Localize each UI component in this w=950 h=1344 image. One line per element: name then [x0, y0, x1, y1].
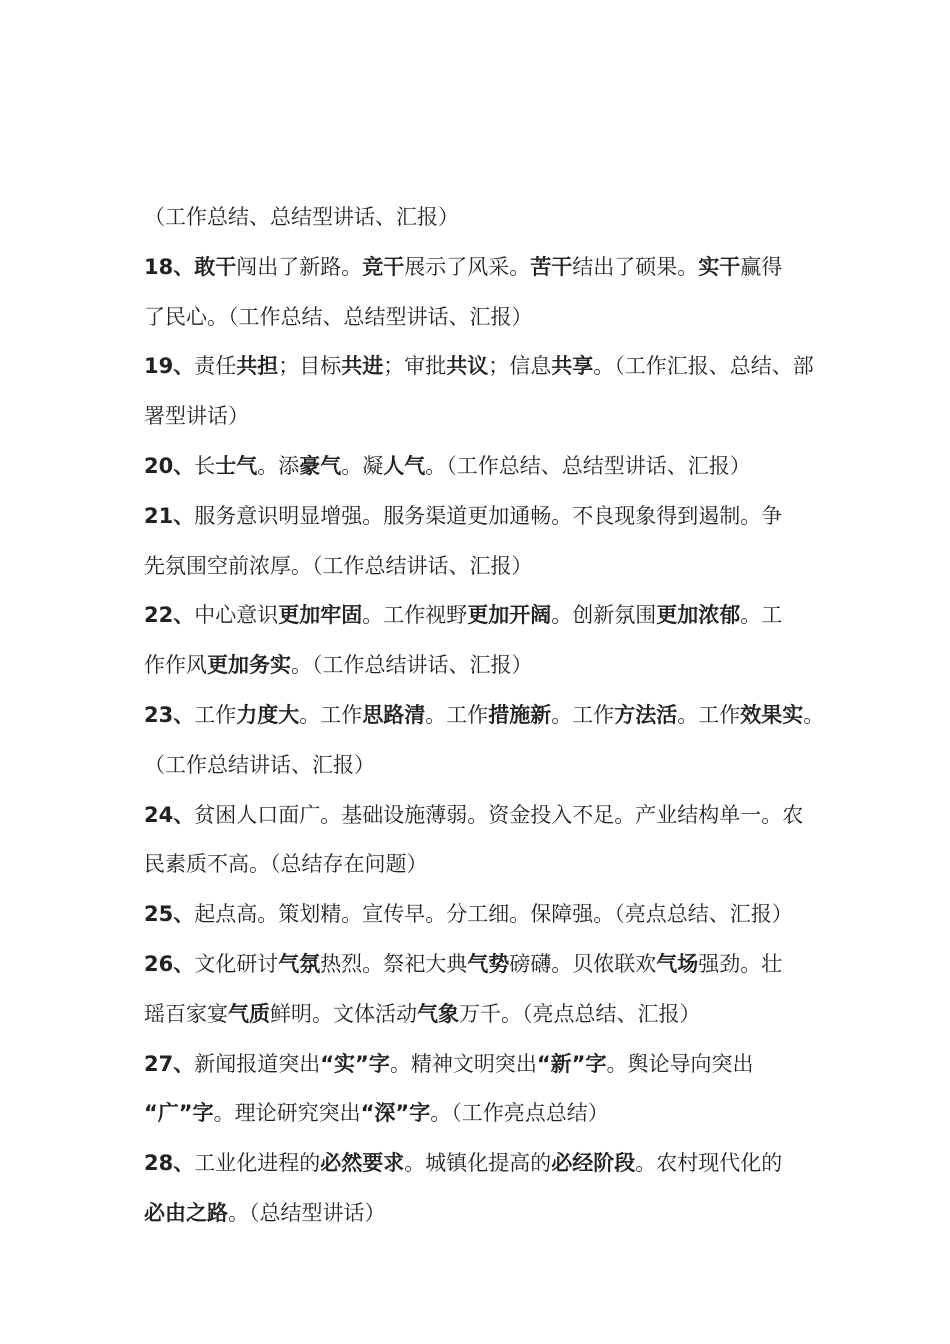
text-line — [144, 243, 816, 293]
text-segment: 。城镇化提高的 — [404, 1151, 552, 1176]
text-segment: 。舆论导向突出 — [606, 1051, 754, 1076]
bold-text-segment: 更加浓郁 — [656, 603, 741, 628]
text-segment: 结出了硕果。 — [572, 254, 699, 279]
bold-text-segment: 28、 — [144, 1151, 195, 1176]
text-segment: 。理论研究突出 — [213, 1101, 361, 1126]
text-line — [144, 1089, 816, 1139]
bold-text-segment: 25、 — [144, 902, 195, 927]
text-segment: 。工作 — [299, 702, 363, 727]
text-line — [144, 741, 816, 791]
text-segment: 署型讲话） — [144, 404, 249, 429]
bold-text-segment: 气势 — [467, 951, 510, 976]
text-line — [144, 691, 825, 741]
bold-text-segment: 效果实 — [740, 702, 804, 727]
text-segment: 磅礴。贝侬联欢 — [509, 951, 657, 976]
text-line — [144, 1139, 816, 1189]
text-segment: 了民心。（工作总结、总结型讲话、汇报） — [144, 304, 533, 329]
bold-text-segment: “新”字 — [536, 1051, 607, 1076]
bold-text-segment: 22、 — [144, 603, 195, 628]
bold-text-segment: 实干 — [698, 254, 741, 279]
text-segment: 。精神文明突出 — [389, 1051, 537, 1076]
text-segment: （工作总结讲话、汇报） — [144, 752, 375, 777]
text-segment: 先氛围空前浓厚。（工作总结讲话、汇报） — [144, 553, 533, 578]
text-segment: 。农村现代化的 — [635, 1151, 783, 1176]
text-segment: 。（工作总结讲话、汇报） — [291, 653, 533, 678]
bold-text-segment: 共议 — [446, 354, 489, 379]
text-segment: 。创新氛围 — [551, 603, 657, 628]
text-segment: 瑶百家宴 — [144, 1001, 228, 1026]
bold-text-segment: “实”字 — [320, 1051, 390, 1076]
text-segment: 中心意识 — [194, 603, 279, 628]
text-segment: 。（工作总结、总结型讲话、汇报） — [425, 453, 751, 478]
text-line — [144, 990, 816, 1040]
text-line — [144, 342, 816, 392]
text-segment: 民素质不高。（总结存在问题） — [144, 852, 428, 877]
bold-text-segment: 21、 — [144, 503, 195, 528]
bold-text-segment: 力度大 — [236, 702, 300, 727]
bold-text-segment: 18、 — [144, 254, 195, 279]
bold-text-segment: 共享 — [551, 354, 594, 379]
text-segment: 万千。（亮点总结、汇报） — [459, 1001, 701, 1026]
text-segment: 。凝 — [341, 453, 384, 478]
bold-text-segment: “深”字 — [360, 1101, 431, 1126]
text-segment: 。工作 — [425, 702, 489, 727]
text-line — [144, 1040, 816, 1090]
text-segment: ；审批 — [383, 354, 447, 379]
text-segment: 服务意识明显增强。服务渠道更加通畅。不良现象得到遏制。争 — [194, 503, 783, 528]
bold-text-segment: 豪气 — [299, 453, 342, 478]
text-segment: （工作总结、总结型讲话、汇报） — [144, 205, 459, 229]
bold-text-segment: 气象 — [417, 1001, 459, 1026]
document-body — [144, 193, 825, 1239]
text-segment: 闯出了新路。 — [236, 254, 363, 279]
bold-text-segment: 共进 — [341, 354, 384, 379]
text-segment: 工业化进程的 — [194, 1151, 321, 1176]
text-line — [144, 442, 816, 492]
text-segment: 。（工作汇报、总结、部 — [593, 354, 814, 379]
text-segment: ；目标 — [278, 354, 342, 379]
text-segment: 展示了风采。 — [404, 254, 531, 279]
text-line — [144, 193, 816, 243]
bold-text-segment: 23、 — [144, 702, 195, 727]
bold-text-segment: 19、 — [144, 354, 195, 379]
text-segment: 。工 — [740, 603, 783, 628]
text-segment: 。（工作亮点总结） — [430, 1101, 609, 1126]
text-segment: 强劲。壮 — [698, 951, 783, 976]
text-segment: 作作风 — [144, 653, 207, 678]
bold-text-segment: 27、 — [144, 1051, 195, 1076]
bold-text-segment: 人气 — [383, 453, 426, 478]
bold-text-segment: 20、 — [144, 453, 195, 478]
text-segment: ；信息 — [488, 354, 552, 379]
text-segment: 。 — [803, 702, 825, 727]
text-line — [144, 293, 816, 343]
text-segment: 起点高。策划精。宣传早。分工细。保障强。（亮点总结、汇报） — [194, 902, 793, 927]
text-line — [144, 940, 816, 990]
bold-text-segment: 思路清 — [362, 702, 426, 727]
bold-text-segment: 24、 — [144, 802, 195, 827]
text-line — [144, 890, 816, 940]
text-line — [144, 840, 816, 890]
bold-text-segment: 苦干 — [530, 254, 573, 279]
bold-text-segment: 气氛 — [278, 951, 321, 976]
text-segment: 长 — [194, 453, 216, 478]
text-line — [144, 492, 816, 542]
text-segment: 责任 — [194, 354, 237, 379]
bold-text-segment: 26、 — [144, 951, 195, 976]
bold-text-segment: 更加开阔 — [467, 603, 552, 628]
text-segment: 贫困人口面广。基础设施薄弱。资金投入不足。产业结构单一。农 — [194, 802, 804, 827]
bold-text-segment: “广”字 — [144, 1101, 214, 1126]
bold-text-segment: 更加务实 — [207, 653, 291, 678]
text-segment: 。工作 — [677, 702, 741, 727]
text-line — [144, 641, 816, 691]
text-segment: 。（总结型讲话） — [228, 1200, 386, 1225]
text-segment: 。添 — [257, 453, 300, 478]
text-segment: 新闻报道突出 — [194, 1051, 321, 1076]
text-segment: 。工作 — [551, 702, 615, 727]
bold-text-segment: 士气 — [215, 453, 258, 478]
text-segment: 文化研讨 — [194, 951, 279, 976]
text-segment: 鲜明。文体活动 — [270, 1001, 417, 1026]
text-line — [144, 392, 816, 442]
bold-text-segment: 敢干 — [194, 254, 237, 279]
text-segment: 热烈。祭祀大典 — [320, 951, 468, 976]
bold-text-segment: 竞干 — [362, 254, 405, 279]
text-segment: 工作 — [194, 702, 237, 727]
bold-text-segment: 必然要求 — [320, 1151, 405, 1176]
bold-text-segment: 更加牢固 — [278, 603, 363, 628]
bold-text-segment: 必由之路 — [144, 1200, 228, 1225]
text-segment: 赢得 — [740, 254, 783, 279]
bold-text-segment: 方法活 — [614, 702, 678, 727]
text-segment: 。工作视野 — [362, 603, 468, 628]
text-line — [144, 591, 816, 641]
bold-text-segment: 气场 — [656, 951, 699, 976]
bold-text-segment: 气质 — [228, 1001, 270, 1026]
bold-text-segment: 措施新 — [488, 702, 552, 727]
text-line — [144, 1189, 816, 1239]
text-line — [144, 791, 816, 841]
bold-text-segment: 必经阶段 — [551, 1151, 636, 1176]
bold-text-segment: 共担 — [236, 354, 279, 379]
text-line — [144, 542, 816, 592]
